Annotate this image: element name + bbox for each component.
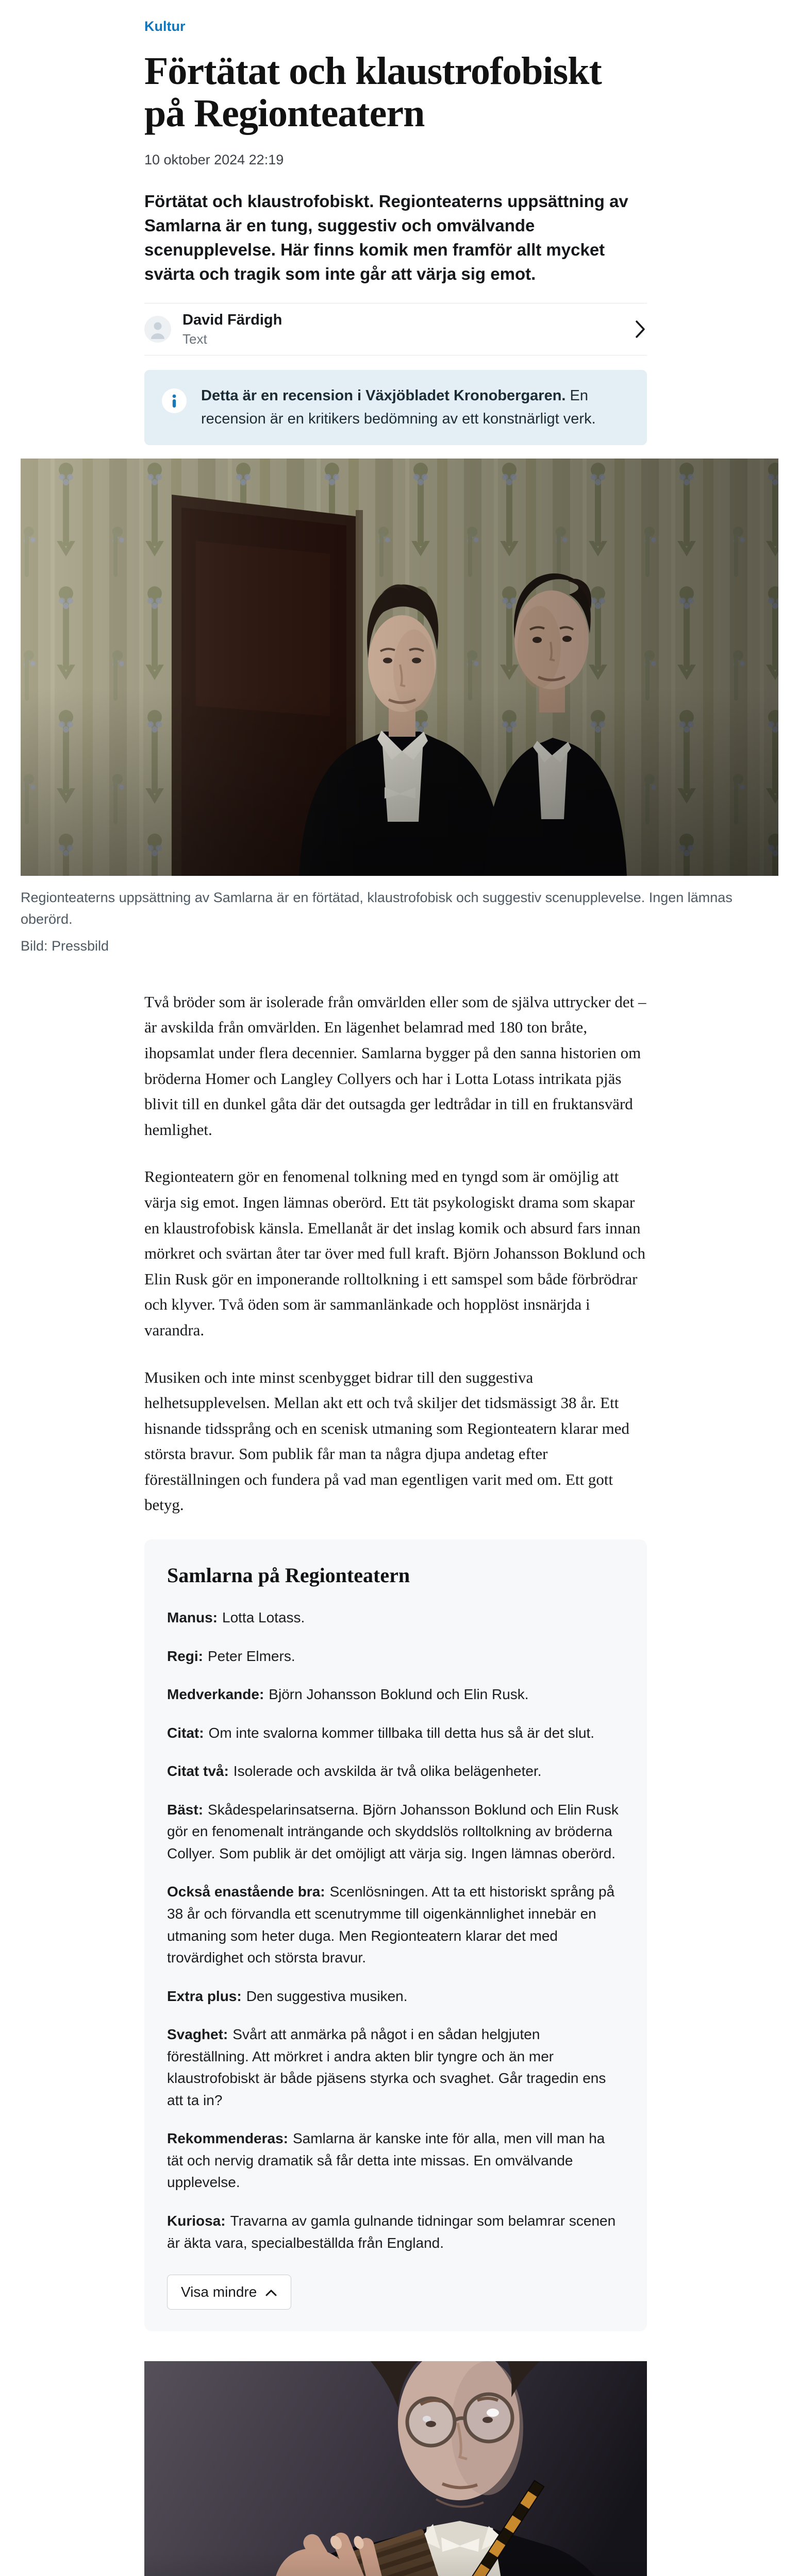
- factbox-item: [167, 1881, 624, 1969]
- factbox-item-text: Lotta Lotass.: [222, 1609, 305, 1626]
- factbox-item-text: Samlarna är kanske inte för alla, men vill man ha tät och nervig dramatik så får detta inte missas. En omvälvande upplevelse.: [167, 2130, 605, 2191]
- byline-author-role: Text: [182, 331, 207, 347]
- chevron-up-icon: [265, 2284, 277, 2300]
- factbox-item-label: Citat:: [167, 1724, 204, 1741]
- show-less-button[interactable]: [167, 2275, 291, 2310]
- factbox-item: [167, 2128, 624, 2194]
- factbox-item-label: Svaghet:: [167, 2026, 228, 2043]
- show-less-label: Visa mindre: [181, 2284, 257, 2300]
- factbox-item-text: Den suggestiva musiken.: [246, 1988, 408, 2004]
- factbox-title: Samlarna på Regionteatern: [167, 1564, 410, 1587]
- factbox-item-text: Travarna av gamla gulnande tidningar som belamrar scenen är äkta vara, specialbeställda från England.: [167, 2213, 616, 2251]
- hero-caption: [21, 887, 778, 957]
- factbox-item-text: Skådespelarinsatserna. Björn Johansson Boklund och Elin Rusk gör en fenomenalt inträngande och skyddslös rolltolkning av bröderna Collyer. Som publik är det omöjligt att värja sig. Ingen lämnas oberörd.: [167, 1801, 619, 1861]
- second-photo[interactable]: [144, 2361, 647, 2576]
- factbox-item-label: Citat två:: [167, 1763, 229, 1780]
- chevron-right-icon[interactable]: [634, 318, 647, 340]
- article-paragraph: Musiken och inte minst scenbygget bidrar till den suggestiva helhetsupplevelsen. Mellan akt ett och två skiljer det tidsmässigt 38 år. Ett hisnande tidssprång och en scenisk utmaning som Regionteatern klarar med största bravur. Som publik får man ta några djupa andetag efter föreställningen och fundera på vad man egentligen varit med om. Ett gott betyg.: [144, 1368, 629, 1514]
- hero-figure: [21, 459, 778, 957]
- second-figure: [144, 2361, 647, 2576]
- factbox-item: [167, 1799, 624, 1865]
- factbox-item-label: Regi:: [167, 1648, 203, 1664]
- factbox-item-text: Isolerade och avskilda är två olika belägenheter.: [233, 1763, 542, 1780]
- factbox-item-label: Extra plus:: [167, 1988, 242, 2004]
- breadcrumb-category-link[interactable]: Kultur: [144, 19, 186, 34]
- article-body: [144, 989, 647, 1518]
- article-paragraph: Regionteatern gör en fenomenal tolkning med en tyngd som är omöjlig att värja sig emot. Ingen lämnas oberörd. Ett tät psykologiskt drama som skapar en klaustrofobisk känsla. Emellanåt är det inslag komik och absurd fars innan mörkret och svärtan åter tar över med full kraft. Björn Johansson Boklund och Elin Rusk gör en imponerande rolltolkning i ett samspel som både förbrödrar och klyver. Två öden som är sammanlänkade och hopplöst insnärjda i varandra.: [144, 1167, 645, 1339]
- factbox-item: [167, 1607, 624, 1629]
- factbox-item-label: Manus:: [167, 1609, 218, 1626]
- factbox-item: [167, 1646, 624, 1668]
- factbox-item: [167, 1986, 624, 2008]
- author-avatar: [144, 316, 171, 343]
- factbox-item: [167, 2024, 624, 2111]
- factbox-item-text: Björn Johansson Boklund och Elin Rusk.: [269, 1686, 529, 1703]
- factbox-item-label: Bäst:: [167, 1801, 204, 1818]
- review-notice-text: Detta är en recension i Växjöbladet Kronobergaren. En recension är en kritikers bedömning av ett konstnärligt verk.: [201, 387, 596, 428]
- hero-caption-text: Regionteaterns uppsättning av Samlarna är en förtätad, klaustrofobisk och suggestiv scenupplevelse. Ingen lämnas oberörd.: [21, 890, 733, 927]
- publish-date: 10 oktober 2024 22:19: [144, 152, 284, 168]
- hero-credit: Bild: Pressbild: [21, 938, 109, 954]
- factbox-item-label: Kuriosa:: [167, 2213, 226, 2229]
- byline-author-name: David Färdigh: [182, 311, 282, 328]
- page-title: Förtätat och klaustrofobiskt på Regionteatern: [144, 49, 602, 135]
- factbox-item-label: Också enastående bra:: [167, 1884, 325, 1900]
- review-notice-box: [144, 370, 647, 445]
- factbox: [144, 1539, 647, 2331]
- factbox-item: [167, 1760, 624, 1783]
- factbox-item-text: Peter Elmers.: [208, 1648, 295, 1664]
- article-paragraph: Två bröder som är isolerade från omvärlden eller som de själva uttrycker det – är avskilda från omvärlden. En lägenhet belamrad med 180 ton bråte, ihopsamlat under flera decennier. Samlarna bygger på den sanna historien om bröderna Homer och Langley Collyers och har i Lotta Lotass intrikata pjäs blivit till en dunkel gåta där det outsagda ger ledtrådar in till en fruktansvärd hemlighet.: [144, 992, 646, 1139]
- review-notice-bold: Detta är en recension i Växjöbladet Kronobergaren.: [201, 387, 566, 404]
- factbox-item-label: Rekommenderas:: [167, 2130, 288, 2147]
- factbox-item-text: Svårt att anmärka på något i en sådan helgjuten föreställning. Att mörkret i andra akten blir tyngre och än mer klaustrofobiskt är både pjäsens styrka och svaghet. Går tragedin ens att ta in?: [167, 2026, 606, 2108]
- factbox-item-text: Om inte svalorna kommer tillbaka till detta hus så är det slut.: [208, 1724, 595, 1741]
- factbox-item: [167, 1722, 624, 1744]
- person-icon: [144, 316, 171, 343]
- factbox-item: [167, 1684, 624, 1706]
- byline-row[interactable]: [144, 303, 647, 356]
- article-lead: Förtätat och klaustrofobiskt. Regionteaterns uppsättning av Samlarna är en tung, suggestiv och omvälvande scenupplevelse. Här finns komik men framför allt mycket svärta och tragik som inte går att värja sig emot.: [144, 192, 628, 283]
- factbox-item-text: Scenlösningen. Att ta ett historiskt språng på 38 år och förvandla ett scenutrymme till oigenkännlighet innebär en utmaning som heter duga. Men Regionteatern klarar det med trovärdighet och största bravur.: [167, 1884, 615, 1966]
- factbox-items: [167, 1607, 624, 2254]
- info-icon: [162, 388, 187, 413]
- factbox-item: [167, 2210, 624, 2254]
- article-header: [144, 0, 647, 445]
- hero-photo[interactable]: [21, 459, 778, 876]
- factbox-item-label: Medverkande:: [167, 1686, 264, 1703]
